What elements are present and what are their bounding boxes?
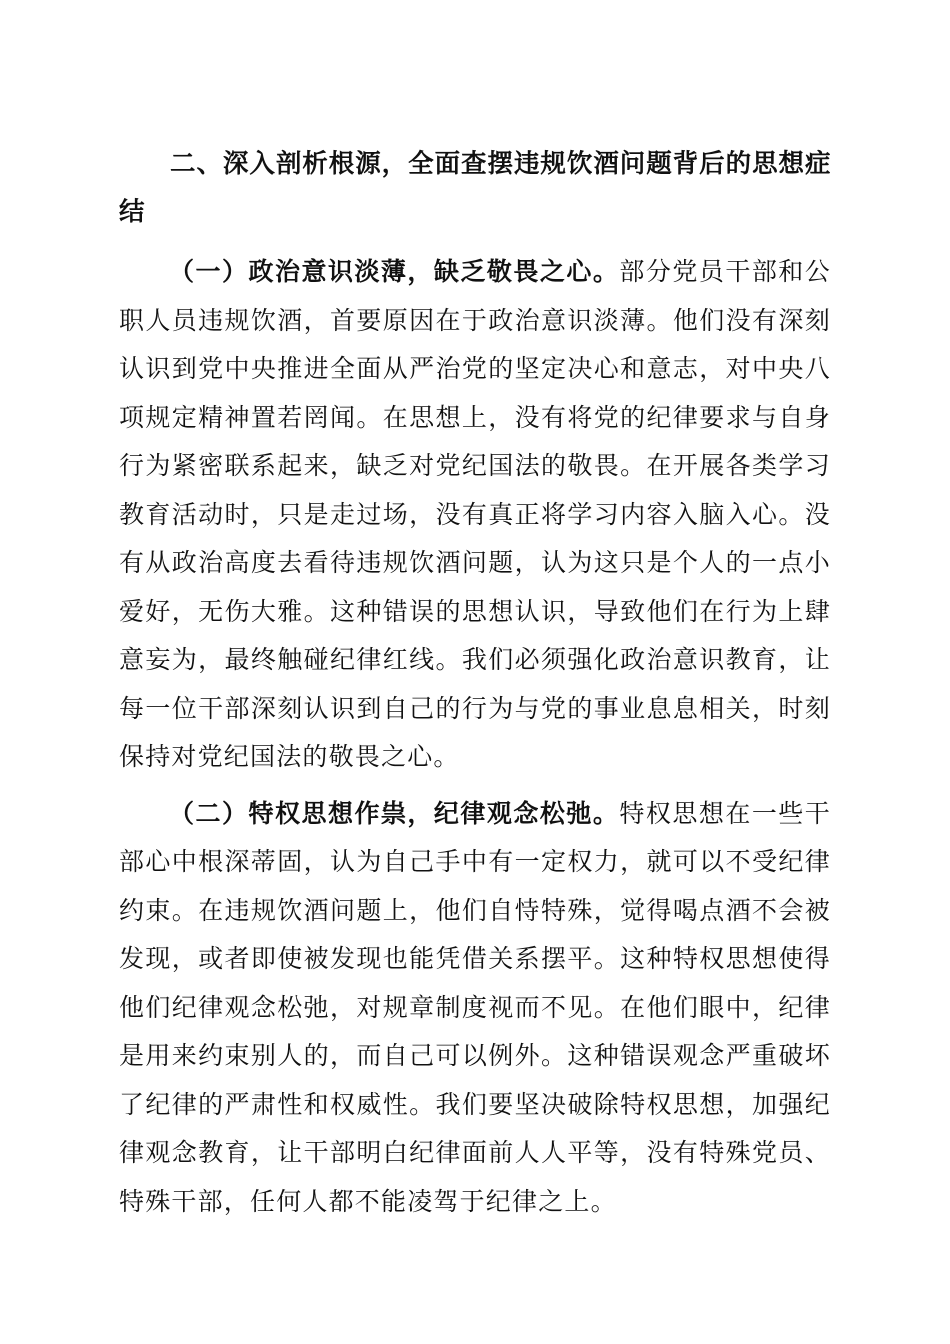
paragraph-lead-heading: （二）特权思想作祟，纪律观念松弛。 [169,798,620,828]
paragraph-body-text: 部分党员干部和公职人员违规饮酒，首要原因在于政治意识淡薄。他们没有深刻认识到党中央推进全面从严治党的坚定决心和意志，对中央八项规定精神置若罔闻。在思想上，没有将党的纪律要求与自身行为紧密联系起来，缺乏对党纪国法的敬畏。在开展各类学习教育活动时，只是走过场，没有真正将学习内容入脑入心。没有从政治高度去看待违规饮酒问题，认为这只是个人的一点小爱好，无伤大雅。这种错误的思想认识，导致他们在行为上肆意妄为，最终触碰纪律红线。我们必须强化政治意识教育，让每一位干部深刻认识到自己的行为与党的事业息息相关，时刻保持对党纪国法的敬畏之心。 [119,257,831,771]
paragraph-political-awareness [119,248,831,782]
section-heading: 二、深入剖析根源，全面查摆违规饮酒问题背后的思想症结 [119,149,831,227]
paragraph-body-text: 特权思想在一些干部心中根深蒂固，认为自己手中有一定权力，就可以不受纪律约束。在违规饮酒问题上，他们自恃特殊，觉得喝点酒不会被发现，或者即使被发现也能凭借关系摆平。这种特权思想使得他们纪律观念松弛，对规章制度视而不见。在他们眼中，纪律是用来约束别人的，而自己可以例外。这种错误观念严重破坏了纪律的严肃性和权威性。我们要坚决破除特权思想，加强纪律观念教育，让干部明白纪律面前人人平等，没有特殊党员、特殊干部，任何人都不能凌驾于纪律之上。 [119,798,831,1216]
paragraph-lead-heading: （一）政治意识淡薄，缺乏敬畏之心。 [169,257,620,286]
document-body [119,140,831,1226]
paragraph-privilege-thinking [119,790,831,1227]
